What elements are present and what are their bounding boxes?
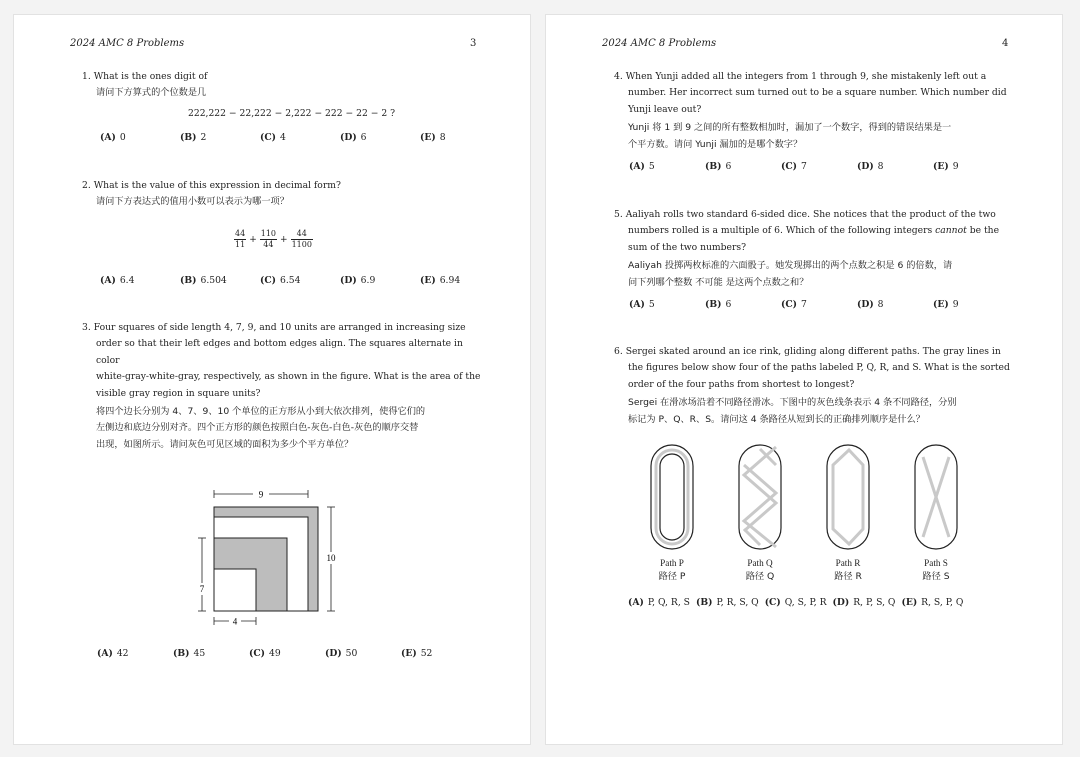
- question-text-zh: 请问下方表达式的值用小数可以表示为哪一项？: [96, 196, 289, 208]
- page-number: 4: [1002, 38, 1009, 49]
- question-3: 3. Four squares of side length 4, 7, 9, and 10 units are arranged in increasing size order so that their left edges and bottom edges align. The squares alternate in color white-gray-white-gray, respectively, as shown in the figure. What is the area of the visible gray region in square units? 将四个边长分别为 4、7、9、10 个单位的正方形从小到大依次排列，使得它们的 左侧边和底边分别对齐。四个正方形的颜色按照白色-灰色-白色-灰色的顺序交替 出现，如图所示。请问灰色可见区域的面积为多少个平方单位？: [82, 322, 481, 450]
- choice-c[interactable]: (C) 4: [260, 132, 286, 143]
- choice-b[interactable]: (B) 6: [705, 299, 732, 310]
- choice-e[interactable]: (E) 6.94: [420, 275, 461, 286]
- path-s-figure: [915, 445, 957, 549]
- path-label-q: Path Q 路径 Q: [745, 558, 775, 582]
- question-4: 4. When Yunji added all the integers from 1 through 9, she mistakenly left out a number. Her incorrect sum turned out to be a square number. Which number did Yunji leave out? Yunji 将 1 到 9 之间的所有整数相加时，漏加了一个数字，得到的错误结果是一 个平方数。请问 Yunji 漏加的是哪个数字？: [614, 71, 1007, 150]
- choice-a[interactable]: (A) 42: [97, 648, 129, 659]
- choice-b[interactable]: (B) 6.504: [180, 275, 227, 286]
- q6-choices: [628, 597, 969, 608]
- q1-choices: [100, 132, 500, 143]
- label-10: 10: [326, 553, 336, 563]
- choice-c[interactable]: (C) 7: [781, 299, 807, 310]
- choice-e[interactable]: (E) 8: [420, 132, 446, 143]
- page-number: 3: [470, 38, 477, 49]
- fraction-3: $\frac{44}{1100}$: [291, 229, 312, 249]
- choice-a[interactable]: (A) P, Q, R, S: [628, 597, 690, 608]
- path-label-r: Path R 路径 R: [834, 558, 862, 582]
- choice-b[interactable]: (B) P, R, S, Q: [695, 597, 759, 608]
- page-4: [545, 14, 1063, 745]
- choice-d[interactable]: (D) 6.9: [340, 275, 376, 286]
- path-label-s: Path S 路径 S: [922, 558, 950, 582]
- choice-c[interactable]: (C) 49: [249, 648, 281, 659]
- path-r-figure: [827, 445, 869, 549]
- question-number: 3.: [82, 322, 91, 333]
- choice-b[interactable]: (B) 6: [705, 161, 732, 172]
- q2-expression: $\frac{44}{11}$ + $\frac{110}{44}$ + $\frac{44}{1100}$: [235, 229, 312, 249]
- q4-choices: [629, 161, 1009, 172]
- label-4: 4: [232, 616, 238, 627]
- question-number: 4.: [614, 71, 623, 82]
- question-number: 6.: [614, 346, 623, 357]
- choice-a[interactable]: (A) 0: [100, 132, 126, 143]
- choice-e[interactable]: (E) 9: [933, 161, 959, 172]
- question-2: [82, 178, 341, 211]
- choice-a[interactable]: (A) 6.4: [100, 275, 135, 286]
- choice-c[interactable]: (C) 7: [781, 161, 807, 172]
- header-title: 2024 AMC 8 Problems: [70, 38, 185, 49]
- choice-a[interactable]: (A) 5: [629, 299, 655, 310]
- choice-b[interactable]: (B) 45: [173, 648, 206, 659]
- question-number: 1.: [82, 71, 91, 82]
- question-5: 5. Aaliyah rolls two standard 6-sided dice. She notices that the product of the two numbers rolled is a multiple of 6. Which of the following integers cannot be the sum of the two numbers? Aaliyah 投掷两枚标准的六面骰子。她发现掷出的两个点数之积是 6 的倍数，请 问下列哪个整数 不可能 是这两个点数之和？: [614, 209, 1000, 288]
- label-7: 7: [199, 584, 205, 594]
- squares-figure: [194, 470, 354, 630]
- fraction-1: $\frac{44}{11}$: [235, 229, 246, 249]
- choice-e[interactable]: (E) R, S, P, Q: [901, 597, 964, 608]
- choice-d[interactable]: (D) 8: [857, 299, 884, 310]
- paths-figure: [641, 443, 971, 553]
- page-3: [13, 14, 531, 745]
- question-number: 5.: [614, 209, 623, 220]
- question-6: 6. Sergei skated around an ice rink, gliding along different paths. The gray lines in the figures below show four of the paths labeled P, Q, R, and S. What is the sorted order of the four paths from shortest to longest? Sergei 在滑冰场沿着不同路径滑冰。下图中的灰色线条表示 4 条不同路径，分别 标记为 P、Q、R、S。请问这 4 条路径从短到长的正确排列顺序是什么？: [614, 346, 1010, 425]
- path-label-p: Path P 路径 P: [658, 558, 686, 582]
- question-text-en: What is the value of this expression in decimal form?: [93, 180, 341, 191]
- question-text-en: What is the ones digit of: [93, 71, 208, 82]
- q3-choices: [97, 648, 477, 659]
- choice-c[interactable]: (C) 6.54: [260, 275, 301, 286]
- path-p-figure: [651, 445, 693, 549]
- choice-e[interactable]: (E) 9: [933, 299, 959, 310]
- question-text-zh: 请问下方算式的个位数是几: [96, 87, 207, 99]
- q2-choices: [100, 275, 500, 286]
- choice-d[interactable]: (D) 8: [857, 161, 884, 172]
- choice-b[interactable]: (B) 2: [180, 132, 207, 143]
- label-9: 9: [258, 489, 264, 500]
- choice-d[interactable]: (D) R, P, S, Q: [832, 597, 896, 608]
- path-q-figure: [739, 445, 781, 549]
- fraction-2: $\frac{110}{44}$: [260, 229, 277, 249]
- q5-choices: [629, 299, 1009, 310]
- choice-e[interactable]: (E) 52: [401, 648, 433, 659]
- choice-a[interactable]: (A) 5: [629, 161, 655, 172]
- header-title: 2024 AMC 8 Problems: [602, 38, 717, 49]
- choice-d[interactable]: (D) 6: [340, 132, 367, 143]
- question-1: [82, 69, 207, 102]
- question-number: 2.: [82, 180, 91, 191]
- q1-expression: 222,222 − 22,222 − 2,222 − 222 − 22 − 2 ?: [188, 108, 396, 119]
- choice-c[interactable]: (C) Q, S, P, R: [764, 597, 827, 608]
- choice-d[interactable]: (D) 50: [325, 648, 358, 659]
- square-4: [214, 569, 256, 611]
